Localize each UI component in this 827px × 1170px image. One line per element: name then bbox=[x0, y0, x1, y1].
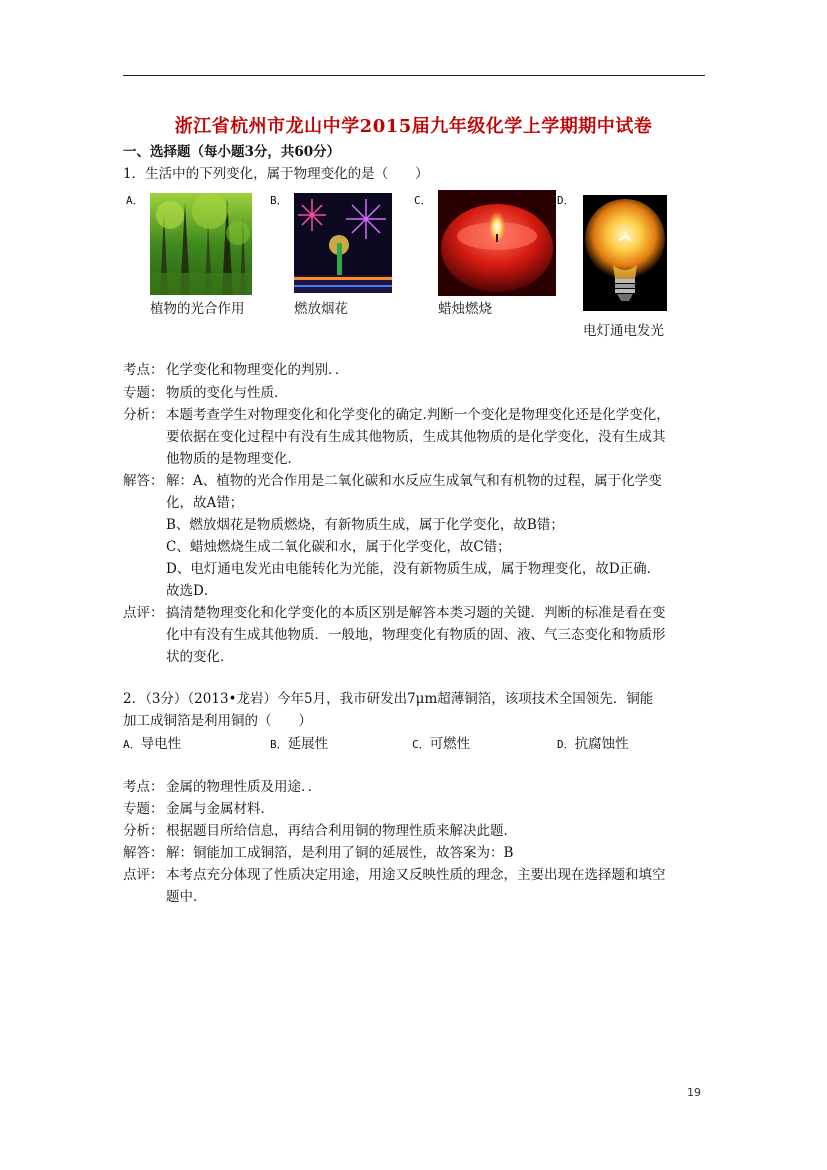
candle-image bbox=[438, 190, 556, 296]
q2-option-c-text: 可燃性 bbox=[429, 736, 471, 752]
q2-option-b-tag: B． bbox=[270, 738, 288, 751]
q1-jieda-label: 解答： bbox=[123, 473, 164, 489]
q2-jieda: 解：铜能加工成铜箔，是利用了铜的延展性，故答案为：B bbox=[166, 845, 514, 861]
q2-option-a bbox=[123, 734, 181, 755]
fireworks-image bbox=[294, 193, 392, 293]
q2-stem-line-1: 2．（3分）（2013•龙岩）今年5月，我市研发出7μm超薄铜箔，该项技术全国领先．铜能 bbox=[123, 691, 654, 707]
q1-dianping-line-2: 化中有没有生成其他物质．一般地，物理变化有物质的固、液、气三态变化和物质形 bbox=[166, 627, 666, 643]
q2-option-a-text: 导电性 bbox=[140, 736, 182, 752]
q1-jieda-line-2: 化，故A错； bbox=[166, 495, 244, 511]
q1-stem: 1．生活中的下列变化，属于物理变化的是（ ） bbox=[123, 166, 429, 182]
q1-option-a-tag: A． bbox=[126, 194, 144, 207]
q1-kaodian-label: 考点： bbox=[123, 362, 164, 378]
q2-kaodian-label: 考点： bbox=[123, 779, 164, 795]
q1-zhuanti: 物质的变化与性质． bbox=[166, 385, 288, 401]
q2-jieda-label: 解答： bbox=[123, 845, 164, 861]
q2-zhuanti: 金属与金属材料． bbox=[166, 801, 274, 817]
q1-kaodian: 化学变化和物理变化的判别．． bbox=[166, 362, 349, 378]
q2-zhuanti-label: 专题： bbox=[123, 801, 164, 817]
q1-zhuanti-label: 专题： bbox=[123, 385, 164, 401]
q1-jieda-line-3: B、燃放烟花是物质燃烧，有新物质生成，属于化学变化，故B错； bbox=[166, 517, 564, 533]
q1-option-c-tag: C． bbox=[414, 194, 432, 207]
q2-dianping-line-2: 题中． bbox=[166, 889, 207, 905]
q2-option-c-tag: C． bbox=[412, 738, 430, 751]
q2-fenxi: 根据题目所给信息，再结合利用铜的物理性质来解决此题． bbox=[166, 823, 517, 839]
q1-option-b-tag: B． bbox=[270, 194, 288, 207]
q1-dianping-line-1: 搞清楚物理变化和化学变化的本质区别是解答本类习题的关键．判断的标准是看在变 bbox=[166, 605, 666, 621]
q2-fenxi-label: 分析： bbox=[123, 823, 164, 839]
q2-kaodian: 金属的物理性质及用途．． bbox=[166, 779, 322, 795]
q2-option-b-text: 延展性 bbox=[287, 736, 329, 752]
page-number: 19 bbox=[687, 1086, 701, 1099]
q1-option-c-caption: 蜡烛燃烧 bbox=[438, 301, 492, 317]
q2-option-a-tag: A． bbox=[123, 738, 141, 751]
q1-fenxi-line-1: 本题考查学生对物理变化和化学变化的确定.判断一个变化是物理变化还是化学变化， bbox=[166, 407, 670, 423]
q1-option-d-tag: D． bbox=[557, 194, 575, 207]
q1-jieda-line-4: C、蜡烛燃烧生成二氧化碳和水，属于化学变化，故C错； bbox=[166, 539, 511, 555]
q1-jieda-line-5: D、电灯通电发光由电能转化为光能，没有新物质生成，属于物理变化，故D正确． bbox=[166, 561, 661, 577]
section-heading: 一、选择题（每小题3分，共60分） bbox=[123, 144, 341, 160]
lightbulb-image bbox=[583, 195, 667, 311]
q1-dianping-line-3: 状的变化． bbox=[166, 649, 234, 665]
q2-option-d-tag: D． bbox=[557, 738, 575, 751]
q1-option-d-caption: 电灯通电发光 bbox=[583, 323, 664, 339]
header-rule bbox=[123, 75, 705, 76]
q2-dianping-label: 点评： bbox=[123, 867, 164, 883]
q1-fenxi-line-3: 他物质的是物理变化． bbox=[166, 451, 301, 467]
q1-fenxi-label: 分析： bbox=[123, 407, 164, 423]
q1-jieda-line-1: 解：A、植物的光合作用是二氧化碳和水反应生成氧气和有机物的过程，属于化学变 bbox=[166, 473, 662, 489]
q2-dianping-line-1: 本考点充分体现了性质决定用途，用途又反映性质的理念，主要出现在选择题和填空 bbox=[166, 867, 666, 883]
q2-option-d-text: 抗腐蚀性 bbox=[574, 736, 629, 752]
page-title: 浙江省杭州市龙山中学2015届九年级化学上学期期中试卷 bbox=[174, 116, 653, 137]
q1-option-a-caption: 植物的光合作用 bbox=[150, 301, 245, 317]
q1-jieda-line-6: 故选D． bbox=[166, 583, 218, 599]
q2-option-c bbox=[412, 734, 470, 755]
q2-option-b bbox=[270, 734, 328, 755]
forest-image bbox=[150, 193, 252, 295]
q1-option-b-caption: 燃放烟花 bbox=[294, 301, 348, 317]
q2-stem-line-2: 加工成铜箔是利用铜的（ ） bbox=[123, 713, 312, 729]
q2-option-d bbox=[557, 734, 629, 755]
q1-dianping-label: 点评： bbox=[123, 605, 164, 621]
q1-fenxi-line-2: 要依据在变化过程中有没有生成其他物质，生成其他物质的是化学变化，没有生成其 bbox=[166, 429, 666, 445]
